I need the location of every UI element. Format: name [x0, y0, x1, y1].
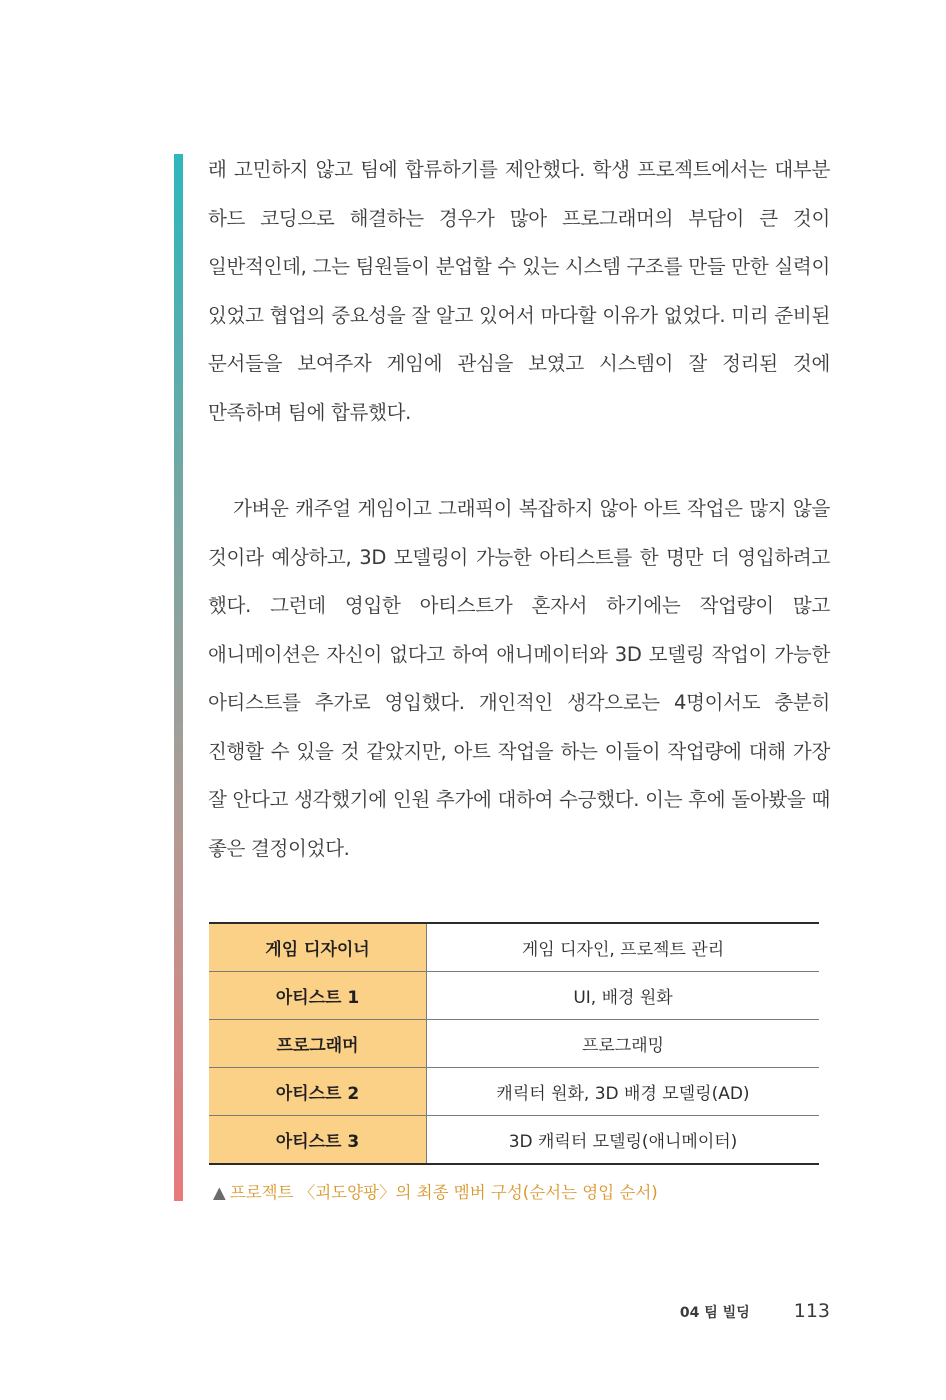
accent-bar	[174, 154, 183, 1201]
page-footer	[680, 1300, 830, 1322]
task-cell: 캐릭터 원화, 3D 배경 모델링(AD)	[427, 1068, 820, 1116]
role-cell: 프로그래머	[209, 1020, 427, 1068]
table-row	[209, 923, 819, 972]
paragraph-1: 래 고민하지 않고 팀에 합류하기를 제안했다. 학생 프로젝트에서는 대부분 하드 코딩으로 해결하는 경우가 많아 프로그래머의 부담이 큰 것이 일반적인데, 그는 팀원들이 분업할 수 있는 시스템 구조를 만들 만한 실력이 있었고 협업의 중요성을 잘 알고 있어서 마다할 이유가 없었다. 미리 준비된 문서들을 보여주자 게임에 관심을 보였고 시스템이 잘 정리된 것에 만족하며 팀에 합류했다.	[208, 158, 830, 424]
chapter-title: 04 팀 빌딩	[679, 1305, 750, 1321]
triangle-up-icon: ▲	[213, 1183, 226, 1202]
role-cell: 아티스트 1	[209, 972, 427, 1020]
body-text	[208, 146, 830, 873]
role-cell: 아티스트 3	[209, 1116, 427, 1165]
table-row	[209, 1116, 819, 1165]
task-cell: 프로그래밍	[427, 1020, 820, 1068]
task-cell: 3D 캐릭터 모델링(애니메이터)	[427, 1116, 820, 1165]
page-number: 113	[793, 1300, 830, 1322]
table-caption	[213, 1179, 658, 1203]
caption-text: 프로젝트 〈괴도양팡〉의 최종 멤버 구성(순서는 영입 순서)	[229, 1183, 658, 1202]
table-row	[209, 972, 819, 1020]
paragraph-2: 가벼운 캐주얼 게임이고 그래픽이 복잡하지 않아 아트 작업은 많지 않을 것이라 예상하고, 3D 모델링이 가능한 아티스트를 한 명만 더 영입하려고 했다. 그런데 영입한 아티스트가 혼자서 하기에는 작업량이 많고 애니메이션은 자신이 없다고 하여 애니메이터와 3D 모델링 작업이 가능한 아티스트를 추가로 영입했다. 개인적인 생각으로는 4명이서도 충분히 진행할 수 있을 것 같았지만, 아트 작업을 하는 이들이 작업량에 대해 가장 잘 안다고 생각했기에 인원 추가에 대하여 수긍했다. 이는 후에 돌아봤을 때 좋은 결정이었다.	[208, 497, 830, 860]
member-table	[209, 922, 819, 1165]
table-row	[209, 1020, 819, 1068]
role-cell: 아티스트 2	[209, 1068, 427, 1116]
task-cell: 게임 디자인, 프로젝트 관리	[427, 923, 820, 972]
table-row	[209, 1068, 819, 1116]
task-cell: UI, 배경 원화	[427, 972, 820, 1020]
role-cell: 게임 디자이너	[209, 923, 427, 972]
